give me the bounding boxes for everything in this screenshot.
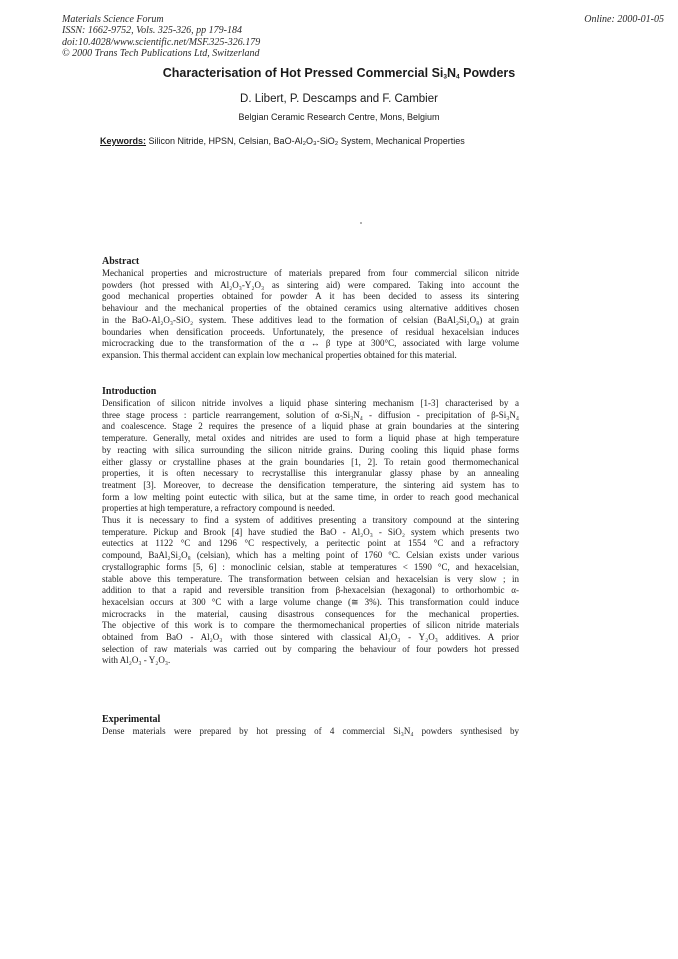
authors: D. Libert, P. Descamps and F. Cambier bbox=[240, 93, 438, 105]
keywords bbox=[100, 136, 465, 146]
issn: ISSN: 1662-9752, Vols. 325-326, pp 179-184 bbox=[62, 25, 242, 37]
journal-name: Materials Science Forum bbox=[62, 14, 164, 25]
experimental-section bbox=[102, 714, 519, 738]
introduction-line: form a low melting point eutectic with silica, but at the same time, in order to reach good mechanical bbox=[102, 491, 519, 502]
abstract-section bbox=[102, 256, 519, 362]
introduction-line: properties, it is often necessary to recrystallise this intergranular glassy phase by an annealing bbox=[102, 468, 519, 479]
affiliation: Belgian Ceramic Research Centre, Mons, Belgium bbox=[238, 112, 440, 122]
introduction-line: hexacelsian occurs at 300 °C with a large volume change (≅ 3%). This transformation could induce bbox=[102, 596, 519, 607]
introduction-line: by reacting with silica surrounding the silicon nitride grains. During cooling this liquid phase forms bbox=[102, 444, 519, 455]
introduction-line: addition to that a rapid and reversible transition from β-hexacelsian (hexagonal) to orthorhombic α- bbox=[102, 585, 519, 596]
abstract-line: in the BaO-Al₂O₃-SiO₂ system. These additives lead to the formation of celsian (BaAl₂Si₂O₈) at grain bbox=[102, 314, 519, 325]
introduction-line: three stage process : particle rearrangement, solution of α-Si₃N₄ - diffusion - precipitation of β-Si₃N₄ bbox=[102, 409, 519, 420]
introduction-section bbox=[102, 386, 519, 667]
keywords-text: Silicon Nitride, HPSN, Celsian, BaO-Al₂O₃-SiO₂ System, Mechanical Properties bbox=[146, 136, 465, 146]
abstract-line: Mechanical properties and microstructure of materials prepared from four commercial silicon nitride bbox=[102, 268, 519, 278]
introduction-line: Thus it is necessary to find a system of additives presenting a transitory compound at the sintering bbox=[102, 515, 519, 526]
introduction-line: treatment [3]. Moreover, to decrease the densification temperature, the sintering aid system has to bbox=[102, 479, 519, 490]
introduction-line: selection of raw materials was carried out by comparing the behaviour of four powders hot pressed bbox=[102, 643, 519, 654]
introduction-heading: Introduction bbox=[102, 386, 157, 397]
paper-title: Characterisation of Hot Pressed Commercial $Si_3N_4$ Powders bbox=[162, 66, 516, 81]
introduction-line: temperature. Pickup and Brook [4] have studied the BaO - Al₂O₃ - SiO₂ system which presents two bbox=[102, 526, 519, 537]
introduction-line: properties at high temperature, a refractory compound is needed. bbox=[102, 503, 335, 514]
introduction-line: The objective of this work is to compare the thermomechanical properties of silicon nitride materials bbox=[102, 620, 519, 631]
introduction-line: stable above this temperature. The transformation between celsian and hexacelsian is very slow ; in bbox=[102, 573, 519, 584]
doi[interactable]: doi:10.4028/www.scientific.net/MSF.325-326.179 bbox=[62, 36, 261, 48]
abstract-heading: Abstract bbox=[102, 256, 140, 267]
experimental-heading: Experimental bbox=[102, 714, 161, 725]
experimental-line: Dense materials were prepared by hot pressing of 4 commercial Si₃N₄ powders synthesised by bbox=[102, 726, 519, 736]
journal-header bbox=[62, 14, 260, 59]
abstract-line: powders (hot pressed with Al₂O₃-Y₂O₃ as sintering aid) were compared. Taking into account the bbox=[102, 279, 519, 290]
introduction-line: and coalescence. Stage 2 requires the presence of a liquid phase at grain boundaries at the sintering bbox=[102, 421, 519, 432]
introduction-line: eutectics at 1122 °C and 1296 °C respectively, a peritectic point at 1554 °C and a refractory bbox=[102, 538, 519, 549]
introduction-line: compound, BaAl₂Si₂O₈ (celsian), which has a melting point of 1760 °C. Celsian exists under various bbox=[102, 550, 519, 561]
abstract-line: microcracking due to the transformation of the α ↔ β type at 300°C, associated with large volume bbox=[102, 338, 519, 349]
introduction-line: temperature. Generally, metal oxides and nitrides are used to form a liquid phase at high temperature bbox=[102, 433, 519, 444]
introduction-line: crystallographic forms [5, 6] : monoclinic celsian, stable at temperatures < 1590 °C, and hexacelsian, bbox=[102, 561, 519, 572]
introduction-line: microcracks in the material, causing disastrous consequences for the mechanical properties. bbox=[102, 608, 519, 619]
copyright: © 2000 Trans Tech Publications Ltd, Switzerland bbox=[62, 47, 260, 59]
introduction-line: obtained from BaO - Al₂O₃ with those sintered with classical Al₂O₃ - Y₂O₃ additives. A prior bbox=[102, 632, 519, 643]
online-date: Online: 2000-01-05 bbox=[584, 14, 664, 25]
abstract-line: expansion. This thermal accident can explain low mechanical properties obtained for this material. bbox=[102, 349, 457, 360]
abstract-line: behaviour and the mechanical properties of the obtained ceramics using alternative additives chosen bbox=[102, 303, 519, 314]
stray-mark bbox=[360, 222, 362, 224]
introduction-line: with Al₂O₃ - Y₂O₃. bbox=[102, 655, 171, 666]
keywords-label: Keywords: bbox=[100, 136, 147, 146]
introduction-line: Densification of silicon nitride involves a liquid phase sintering mechanism [1-3] characterised by a bbox=[102, 398, 519, 408]
abstract-line: good mechanical properties obtained for powder A it has been decided to assess its sintering bbox=[102, 291, 519, 302]
introduction-line: either glassy or crystalline phases at the grain boundaries [1, 2]. To retain good thermomechanical bbox=[102, 456, 519, 467]
abstract-line: boundaries when densification proceeds. Unfortunately, the presence of residual hexacelsian induces bbox=[102, 326, 519, 337]
